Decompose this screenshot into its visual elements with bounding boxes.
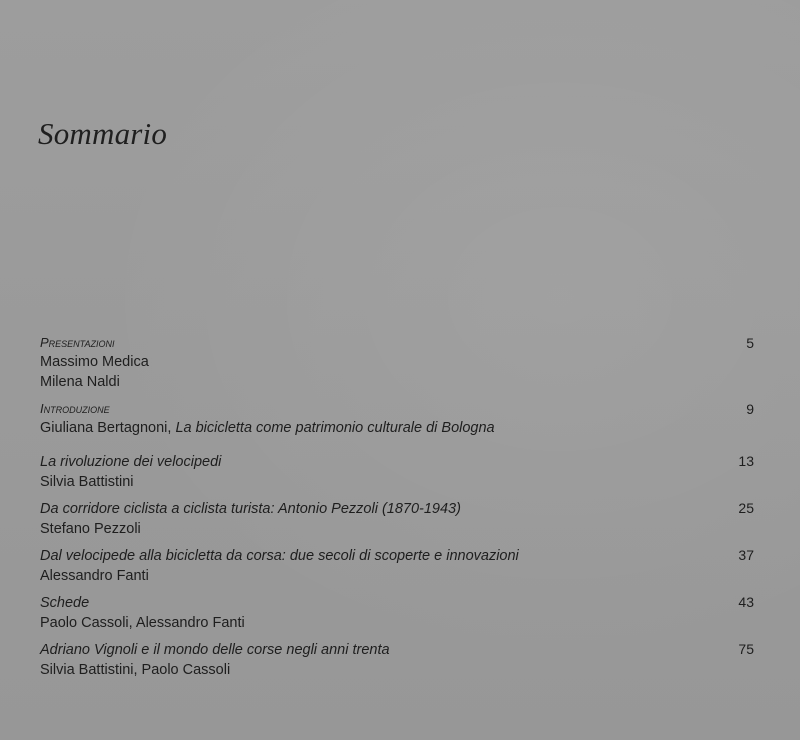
page-number: 25 <box>738 500 754 516</box>
page-number: 13 <box>738 453 754 469</box>
page-number: 5 <box>746 335 754 351</box>
page-number: 43 <box>738 594 754 610</box>
author-name: Massimo Medica <box>40 354 149 370</box>
entry-title: Dal velocipede alla bicicletta da corsa: due secoli di scoperte e innovazioni <box>40 548 519 564</box>
author-and-title <box>40 418 704 438</box>
page-title: Sommario <box>38 116 168 151</box>
toc-entry <box>40 452 754 492</box>
toc-entry <box>40 593 754 633</box>
entry-title: Schede <box>40 595 90 611</box>
table-of-contents <box>40 334 754 687</box>
toc-entry <box>40 640 754 680</box>
entry-title: Adriano Vignoli e il mondo delle corse negli anni trenta <box>40 642 390 658</box>
page-number: 37 <box>738 547 754 563</box>
author-name: Giuliana Bertagnoni, <box>40 420 172 436</box>
author-name: Silvia Battistini <box>40 474 134 490</box>
author-name: Alessandro Fanti <box>40 568 149 584</box>
page-number: 75 <box>738 641 754 657</box>
author-name: Paolo Cassoli, Alessandro Fanti <box>40 615 245 631</box>
entry-title: La bicicletta come patrimonio culturale di Bologna <box>175 420 495 436</box>
author-name: Stefano Pezzoli <box>40 521 141 537</box>
entry-title: Da corridore ciclista a ciclista turista: Antonio Pezzoli (1870-1943) <box>40 501 461 517</box>
author-name: Silvia Battistini, Paolo Cassoli <box>40 662 231 678</box>
section-label: Presentazioni <box>40 335 115 350</box>
toc-entry <box>40 499 754 539</box>
toc-entry-introduzione <box>40 400 754 438</box>
entry-title: La rivoluzione dei velocipedi <box>40 454 222 470</box>
page-number: 9 <box>746 401 754 417</box>
author-name: Milena Naldi <box>40 374 120 390</box>
toc-entry-presentazioni <box>40 334 754 392</box>
toc-entry <box>40 546 754 586</box>
section-label: Introduzione <box>40 401 110 416</box>
